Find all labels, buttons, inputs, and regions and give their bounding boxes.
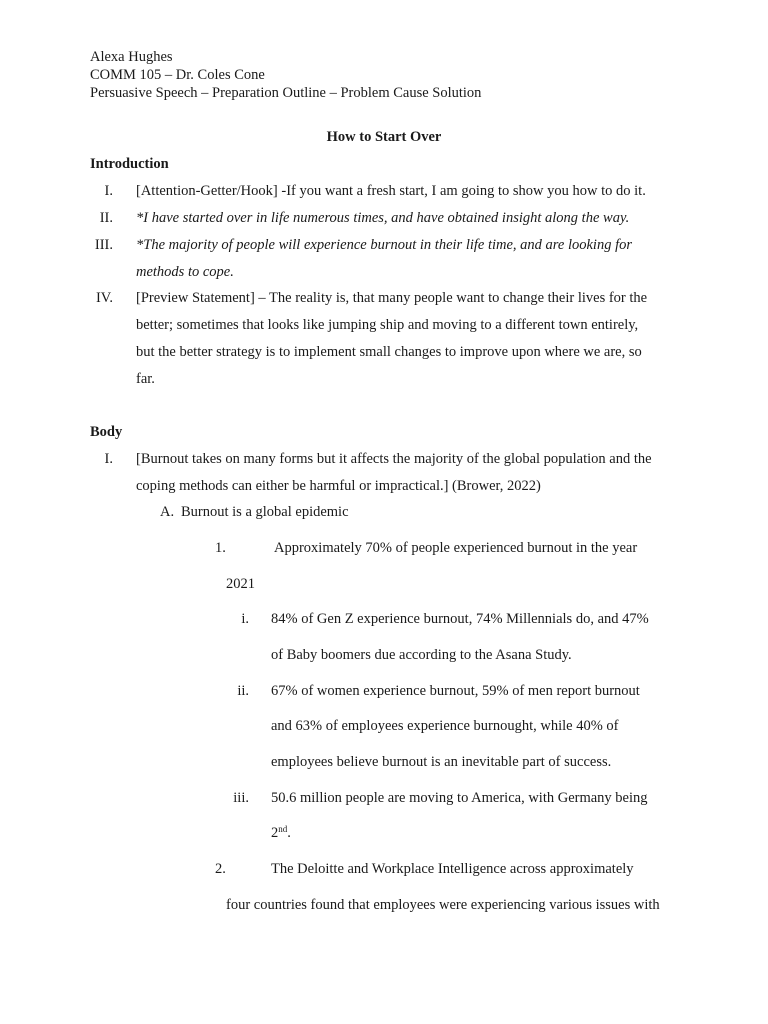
- body-main-line: [Burnout takes on many forms but it affects the majority of the global population and the: [136, 451, 652, 467]
- point-2-number: 2.: [215, 861, 226, 877]
- sub-point-numeral: iii.: [233, 790, 249, 806]
- intro-numeral: I.: [104, 183, 113, 199]
- sentence-end: .: [287, 825, 291, 841]
- intro-numeral: III.: [94, 237, 113, 253]
- intro-item-line: better; sometimes that looks like jumping ship and moving to a different town entirely,: [136, 317, 639, 333]
- sub-point-line: and 63% of employees experience burnought, while 40% of: [271, 718, 619, 734]
- intro-numeral: II.: [99, 210, 113, 226]
- point-1-line: Approximately 70% of people experienced burnout in the year: [274, 540, 638, 556]
- body-main-line: coping methods can either be harmful or impractical.] (Brower, 2022): [136, 478, 541, 494]
- course-line: COMM 105 – Dr. Coles Cone: [90, 67, 265, 83]
- sub-point-numeral: ii.: [237, 683, 249, 699]
- author-name: Alexa Hughes: [90, 49, 173, 65]
- ordinal-suffix: nd: [278, 824, 288, 834]
- intro-item-line: *I have started over in life numerous times, and have obtained insight along the way.: [136, 210, 630, 226]
- page-title: How to Start Over: [326, 129, 442, 145]
- ordinal-base: 2: [271, 825, 279, 841]
- point-2-line: four countries found that employees were experiencing various issues with: [226, 897, 660, 913]
- body-numeral: I.: [104, 451, 113, 467]
- sub-point-line: employees believe burnout is an inevitable part of success.: [271, 754, 612, 770]
- intro-item-line: [Attention-Getter/Hook] -If you want a fresh start, I am going to show you how to do it.: [136, 183, 646, 199]
- point-2-line: The Deloitte and Workplace Intelligence across approximately: [271, 861, 634, 877]
- sub-point-line: 50.6 million people are moving to America, with Germany being: [271, 790, 648, 806]
- point-1-number: 1.: [215, 540, 226, 556]
- sub-point-numeral: i.: [241, 611, 249, 627]
- body-heading: Body: [90, 424, 123, 440]
- sub-point-line-last: [271, 824, 291, 842]
- intro-item-line: but the better strategy is to implement small changes to improve upon where we are, so: [136, 344, 642, 360]
- sub-point-line: of Baby boomers due according to the Asana Study.: [271, 647, 572, 663]
- introduction-heading: Introduction: [90, 156, 169, 172]
- sub-a-text: Burnout is a global epidemic: [181, 504, 349, 520]
- intro-numeral: IV.: [95, 290, 113, 306]
- sub-point-line: 84% of Gen Z experience burnout, 74% Millennials do, and 47%: [271, 611, 649, 627]
- sub-a-letter: A.: [160, 504, 175, 520]
- intro-item-line: *The majority of people will experience burnout in their life time, and are looking for: [136, 237, 633, 253]
- intro-item-line: far.: [136, 371, 155, 387]
- assignment-line: Persuasive Speech – Preparation Outline – Problem Cause Solution: [90, 85, 482, 101]
- sub-point-line: 67% of women experience burnout, 59% of men report burnout: [271, 683, 640, 699]
- point-1-line: 2021: [226, 576, 255, 592]
- intro-item-line: [Preview Statement] – The reality is, that many people want to change their lives for the: [136, 290, 648, 306]
- intro-item-line: methods to cope.: [136, 264, 234, 280]
